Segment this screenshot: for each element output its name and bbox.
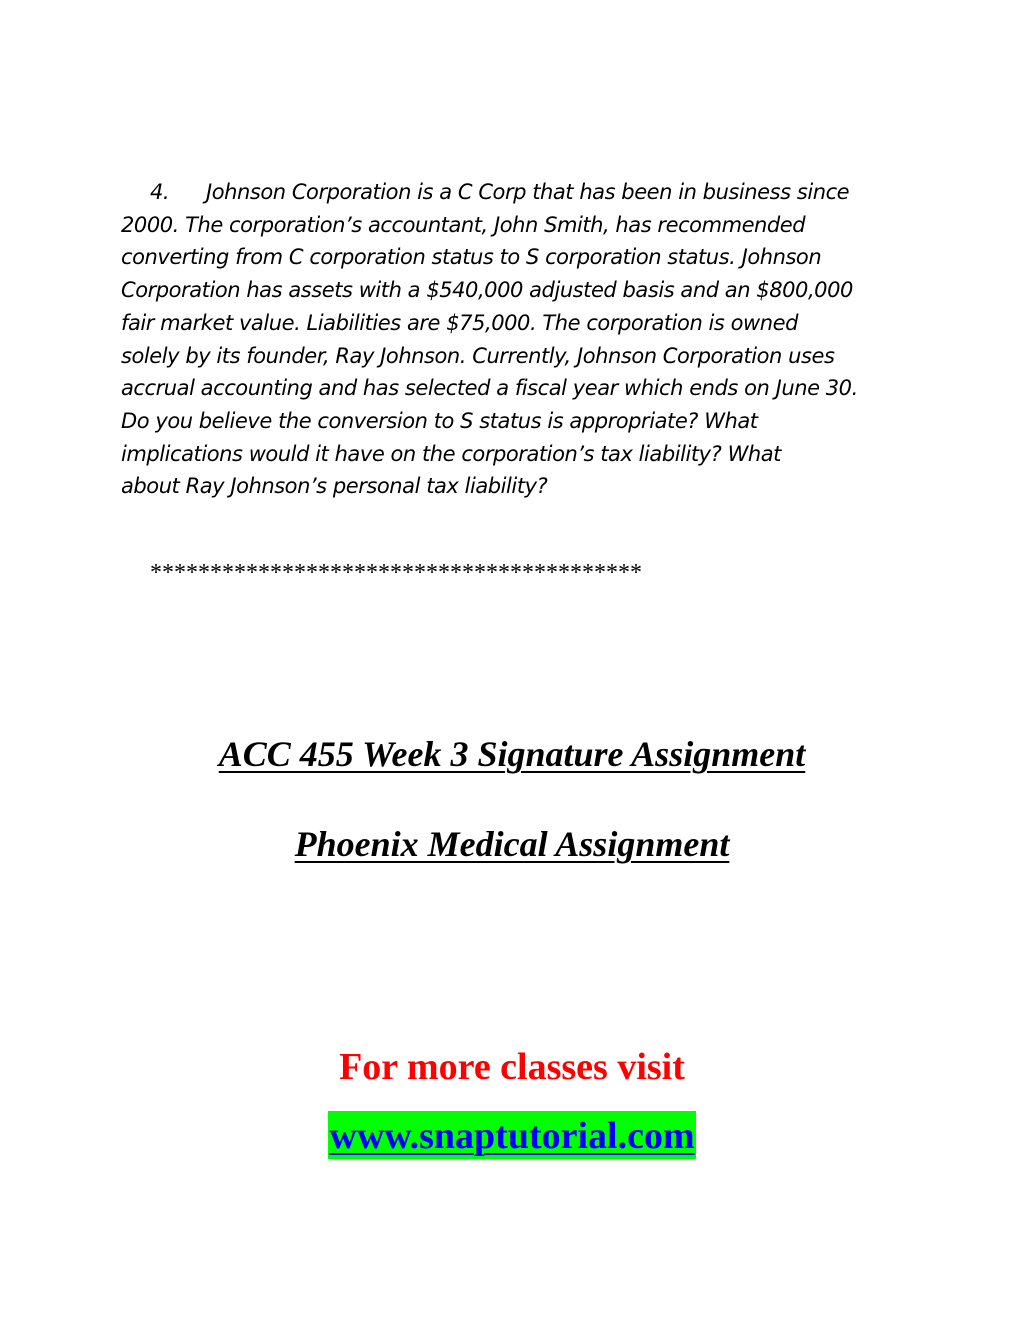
question-line: solely by its founder, Ray Johnson. Currently, Johnson Corporation uses — [121, 343, 835, 368]
question-line: about Ray Johnson’s personal tax liability? — [121, 474, 548, 499]
question-line: 2000. The corporation’s accountant, John Smith, has recommended — [121, 212, 806, 237]
asterisk-separator: ***************************************** — [150, 560, 642, 586]
assignment-subtitle: Phoenix Medical Assignment — [294, 824, 730, 864]
question-line: converting from C corporation status to S corporation status. Johnson — [121, 245, 822, 270]
question-4-paragraph — [121, 176, 921, 503]
question-number: 4. — [150, 180, 170, 204]
snaptutorial-link[interactable]: www.snaptutorial.com — [328, 1111, 695, 1159]
question-line: fair market value. Liabilities are $75,000. The corporation is owned — [121, 310, 798, 335]
question-line: accrual accounting and has selected a fiscal year which ends on June 30. — [121, 376, 858, 401]
question-line: Do you believe the conversion to S status is appropriate? What — [121, 408, 758, 433]
question-line: Johnson Corporation is a C Corp that has been in business since — [206, 180, 850, 204]
question-line: implications would it have on the corporation’s tax liability? What — [121, 441, 781, 466]
question-line: Corporation has assets with a $540,000 adjusted basis and an $800,000 — [121, 278, 853, 303]
promo-link-container — [0, 1111, 1024, 1159]
promo-text: For more classes visit — [339, 1046, 685, 1088]
assignment-title: ACC 455 Week 3 Signature Assignment — [218, 734, 806, 774]
